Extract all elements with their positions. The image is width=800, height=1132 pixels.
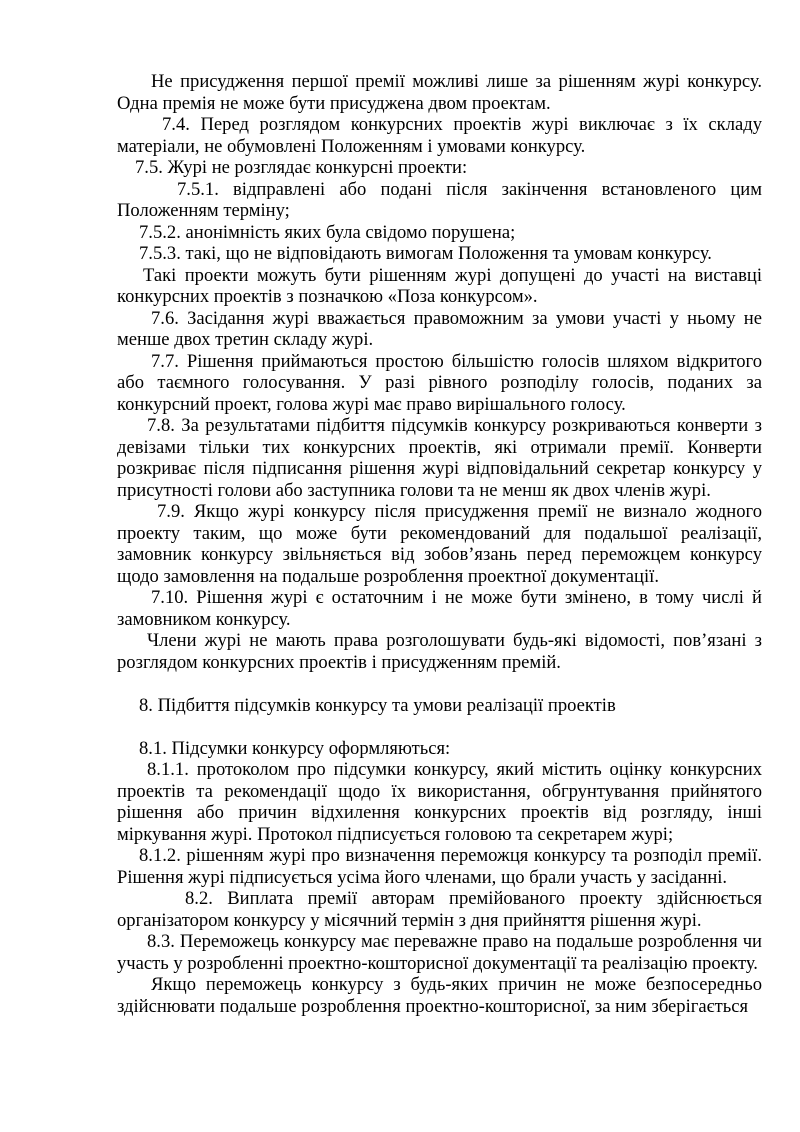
paragraph-8-3: 8.3. Переможець конкурсу має переважне право на подальше розроблення чи участь у розробленні проектно-кошторисної документації та реалізацію проекту. xyxy=(117,931,762,974)
paragraph-7-5-3: 7.5.3. такі, що не відповідають вимогам Положення та умовам конкурсу. xyxy=(139,243,712,264)
paragraph-7-7: 7.7. Рішення приймаються простою більшістю голосів шляхом відкритого або таємного голосування. У разі рівного розподілу голосів, поданих за конкурсний проект, голова журі має право вирішального голосу. xyxy=(117,350,762,415)
paragraph-no-first-prize: Не присудження першої премії можливі лише за рішенням журі конкурсу. Одна премія не може бути присуджена двом проектам. xyxy=(117,71,762,114)
paragraph-7-5-2: 7.5.2. анонімність яких була свідомо порушена; xyxy=(139,221,516,243)
paragraph-7-10: 7.10. Рішення журі є остаточним і не може бути змінено, в тому числі й замовником конкурсу. xyxy=(117,587,762,630)
document-body xyxy=(117,71,762,1017)
spacer xyxy=(117,673,762,695)
paragraph-8-1-2: 8.1.2. рішенням журі про визначення переможця конкурсу та розподіл премії. Рішення журі підписується усіма його членами, що брали участь у засіданні. xyxy=(117,845,762,888)
paragraph-8-1: 8.1. Підсумки конкурсу оформляються: xyxy=(139,737,451,759)
paragraph-7-4: 7.4. Перед розглядом конкурсних проектів журі виключає з їх складу матеріали, не обумовлені Положенням і умовами конкурсу. xyxy=(117,114,762,157)
paragraph-jury-members: Члени журі не мають права розголошувати будь-які відомості, пов’язані з розглядом конкурсних проектів і присудженням премій. xyxy=(117,630,762,673)
section-8-heading: 8. Підбиття підсумків конкурсу та умови реалізації проектів xyxy=(139,694,616,716)
spacer xyxy=(117,716,762,738)
paragraph-7-9: 7.9. Якщо журі конкурсу після присудження премії не визнало жодного проекту таким, що може бути рекомендований для подальшої реалізації, замовник конкурсу звільняється від зобов’язань перед переможцем конкурсу щодо замовлення на подальше розроблення проектної документації. xyxy=(117,501,762,587)
paragraph-8-1-1: 8.1.1. протоколом про підсумки конкурсу, який містить оцінку конкурсних проектів та рекомендації щодо їх використання, обгрунтування прийнятого рішення або причин відхилення конкурсних проектів від розгляду, інші міркування журі. Протокол підписується головою та секретарем журі; xyxy=(117,759,762,845)
paragraph-8-2: 8.2. Виплата премії авторам премійованого проекту здійснюється організатором конкурсу у місячний термін з дня прийняття рішення журі. xyxy=(117,888,762,931)
paragraph-7-5: 7.5. Журі не розглядає конкурсні проекти: xyxy=(135,157,468,178)
paragraph-7-6: 7.6. Засідання журі вважається правоможним за умови участі у ньому не менше двох третин складу журі. xyxy=(117,307,762,350)
paragraph-7-5-1: 7.5.1. відправлені або подані після закінчення встановленого цим Положенням терміну; xyxy=(117,178,762,221)
paragraph-if-winner: Якщо переможець конкурсу з будь-яких причин не може безпосередньо здійснювати подальше розроблення проектно-кошторисної, за ним зберігається xyxy=(117,974,762,1017)
paragraph-such-projects: Такі проекти можуть бути рішенням журі допущені до участі на виставці конкурсних проектів з позначкою «Поза конкурсом». xyxy=(117,264,762,307)
paragraph-7-8: 7.8. За результатами підбиття підсумків конкурсу розкриваються конверти з девізами тільки тих конкурсних проектів, які отримали премії. Конверти розкриває після підписання рішення журі відповідальний секретар конкурсу у присутності голови або заступника голови та не менш як двох членів журі. xyxy=(117,415,762,501)
